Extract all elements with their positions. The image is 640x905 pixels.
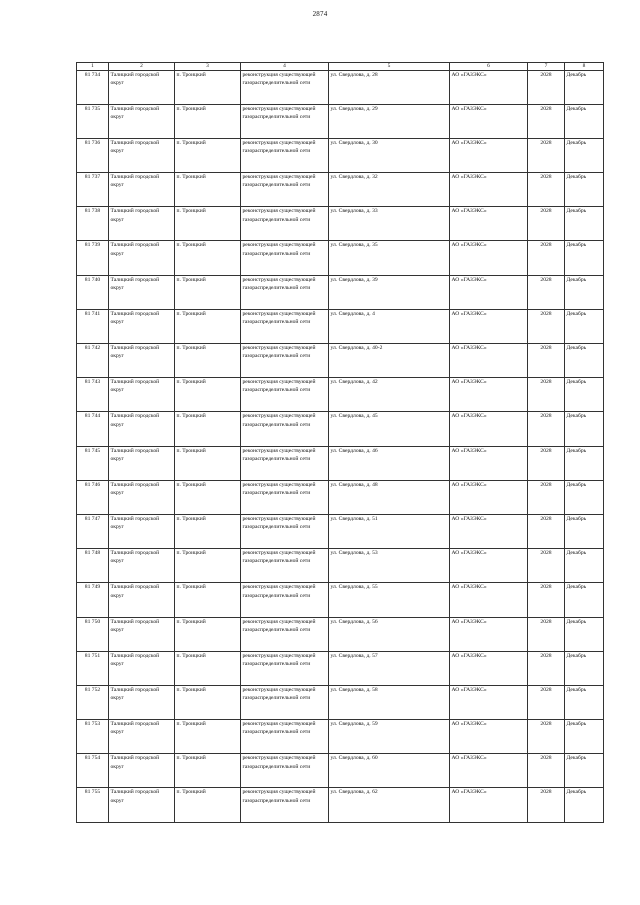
year-cell: 2028 bbox=[528, 480, 565, 514]
work-type-cell: реконструкция существующей газораспределительной сети bbox=[241, 241, 329, 275]
address-cell: ул. Свердлова, д. 32 bbox=[329, 173, 450, 207]
work-type-cell: реконструкция существующей газораспределительной сети bbox=[241, 480, 329, 514]
work-type-cell: реконструкция существующей газораспределительной сети bbox=[241, 275, 329, 309]
column-header: 2 bbox=[109, 63, 175, 71]
record-number-cell: 81 743 bbox=[77, 378, 109, 412]
settlement-cell: п. Троицкий bbox=[175, 446, 241, 480]
year-cell: 2028 bbox=[528, 446, 565, 480]
district-cell: Талицкий городской округ bbox=[109, 275, 175, 309]
record-number-cell: 81 745 bbox=[77, 446, 109, 480]
table-row bbox=[77, 685, 604, 719]
address-cell: ул. Свердлова, д. 59 bbox=[329, 720, 450, 754]
month-cell: Декабрь bbox=[565, 70, 604, 104]
table-row bbox=[77, 241, 604, 275]
settlement-cell: п. Троицкий bbox=[175, 514, 241, 548]
address-cell: ул. Свердлова, д. 55 bbox=[329, 583, 450, 617]
work-type-cell: реконструкция существующей газораспределительной сети bbox=[241, 412, 329, 446]
district-cell: Талицкий городской округ bbox=[109, 309, 175, 343]
district-cell: Талицкий городской округ bbox=[109, 549, 175, 583]
settlement-cell: п. Троицкий bbox=[175, 309, 241, 343]
month-cell: Декабрь bbox=[565, 378, 604, 412]
month-cell: Декабрь bbox=[565, 207, 604, 241]
month-cell: Декабрь bbox=[565, 754, 604, 788]
record-number-cell: 81 752 bbox=[77, 685, 109, 719]
settlement-cell: п. Троицкий bbox=[175, 685, 241, 719]
record-number-cell: 81 741 bbox=[77, 309, 109, 343]
year-cell: 2028 bbox=[528, 309, 565, 343]
address-cell: ул. Свердлова, д. 60 bbox=[329, 754, 450, 788]
district-cell: Талицкий городской округ bbox=[109, 514, 175, 548]
operator-cell: АО «ГАЗЭКС» bbox=[450, 549, 528, 583]
month-cell: Декабрь bbox=[565, 788, 604, 822]
record-number-cell: 81 734 bbox=[77, 70, 109, 104]
year-cell: 2028 bbox=[528, 549, 565, 583]
month-cell: Декабрь bbox=[565, 138, 604, 172]
work-type-cell: реконструкция существующей газораспределительной сети bbox=[241, 104, 329, 138]
settlement-cell: п. Троицкий bbox=[175, 583, 241, 617]
address-cell: ул. Свердлова, д. 58 bbox=[329, 685, 450, 719]
district-cell: Талицкий городской округ bbox=[109, 104, 175, 138]
record-number-cell: 81 753 bbox=[77, 720, 109, 754]
month-cell: Декабрь bbox=[565, 514, 604, 548]
settlement-cell: п. Троицкий bbox=[175, 480, 241, 514]
settlement-cell: п. Троицкий bbox=[175, 412, 241, 446]
table-row bbox=[77, 173, 604, 207]
settlement-cell: п. Троицкий bbox=[175, 241, 241, 275]
record-number-cell: 81 746 bbox=[77, 480, 109, 514]
month-cell: Декабрь bbox=[565, 309, 604, 343]
record-number-cell: 81 754 bbox=[77, 754, 109, 788]
year-cell: 2028 bbox=[528, 754, 565, 788]
settlement-cell: п. Троицкий bbox=[175, 104, 241, 138]
column-header: 7 bbox=[528, 63, 565, 71]
district-cell: Талицкий городской округ bbox=[109, 344, 175, 378]
table-row bbox=[77, 651, 604, 685]
work-type-cell: реконструкция существующей газораспределительной сети bbox=[241, 617, 329, 651]
table-row bbox=[77, 788, 604, 822]
district-cell: Талицкий городской округ bbox=[109, 480, 175, 514]
work-type-cell: реконструкция существующей газораспределительной сети bbox=[241, 173, 329, 207]
table-row bbox=[77, 583, 604, 617]
work-type-cell: реконструкция существующей газораспределительной сети bbox=[241, 651, 329, 685]
operator-cell: АО «ГАЗЭКС» bbox=[450, 378, 528, 412]
year-cell: 2028 bbox=[528, 173, 565, 207]
address-cell: ул. Свердлова, д. 28 bbox=[329, 70, 450, 104]
table-row bbox=[77, 70, 604, 104]
record-number-cell: 81 735 bbox=[77, 104, 109, 138]
district-cell: Талицкий городской округ bbox=[109, 173, 175, 207]
table-row bbox=[77, 514, 604, 548]
operator-cell: АО «ГАЗЭКС» bbox=[450, 720, 528, 754]
year-cell: 2028 bbox=[528, 275, 565, 309]
work-type-cell: реконструкция существующей газораспределительной сети bbox=[241, 788, 329, 822]
year-cell: 2028 bbox=[528, 104, 565, 138]
district-cell: Талицкий городской округ bbox=[109, 138, 175, 172]
work-type-cell: реконструкция существующей газораспределительной сети bbox=[241, 138, 329, 172]
page-number: 2874 bbox=[312, 10, 328, 18]
address-cell: ул. Свердлова, д. 56 bbox=[329, 617, 450, 651]
record-number-cell: 81 747 bbox=[77, 514, 109, 548]
year-cell: 2028 bbox=[528, 70, 565, 104]
address-cell: ул. Свердлова, д. 4 bbox=[329, 309, 450, 343]
address-cell: ул. Свердлова, д. 62 bbox=[329, 788, 450, 822]
settlement-cell: п. Троицкий bbox=[175, 651, 241, 685]
year-cell: 2028 bbox=[528, 412, 565, 446]
column-header: 1 bbox=[77, 63, 109, 71]
work-type-cell: реконструкция существующей газораспределительной сети bbox=[241, 549, 329, 583]
table-row bbox=[77, 138, 604, 172]
month-cell: Декабрь bbox=[565, 720, 604, 754]
year-cell: 2028 bbox=[528, 685, 565, 719]
work-type-cell: реконструкция существующей газораспределительной сети bbox=[241, 344, 329, 378]
operator-cell: АО «ГАЗЭКС» bbox=[450, 685, 528, 719]
record-number-cell: 81 738 bbox=[77, 207, 109, 241]
month-cell: Декабрь bbox=[565, 412, 604, 446]
month-cell: Декабрь bbox=[565, 549, 604, 583]
district-cell: Талицкий городской округ bbox=[109, 651, 175, 685]
settlement-cell: п. Троицкий bbox=[175, 173, 241, 207]
work-type-cell: реконструкция существующей газораспределительной сети bbox=[241, 583, 329, 617]
record-number-cell: 81 750 bbox=[77, 617, 109, 651]
record-number-cell: 81 736 bbox=[77, 138, 109, 172]
operator-cell: АО «ГАЗЭКС» bbox=[450, 104, 528, 138]
settlement-cell: п. Троицкий bbox=[175, 275, 241, 309]
work-type-cell: реконструкция существующей газораспределительной сети bbox=[241, 514, 329, 548]
work-type-cell: реконструкция существующей газораспределительной сети bbox=[241, 446, 329, 480]
record-number-cell: 81 742 bbox=[77, 344, 109, 378]
table-row bbox=[77, 309, 604, 343]
operator-cell: АО «ГАЗЭКС» bbox=[450, 70, 528, 104]
operator-cell: АО «ГАЗЭКС» bbox=[450, 788, 528, 822]
work-type-cell: реконструкция существующей газораспределительной сети bbox=[241, 720, 329, 754]
column-header: 8 bbox=[565, 63, 604, 71]
operator-cell: АО «ГАЗЭКС» bbox=[450, 207, 528, 241]
column-header: 6 bbox=[450, 63, 528, 71]
operator-cell: АО «ГАЗЭКС» bbox=[450, 344, 528, 378]
table-row bbox=[77, 549, 604, 583]
table-row bbox=[77, 104, 604, 138]
district-cell: Талицкий городской округ bbox=[109, 720, 175, 754]
district-cell: Талицкий городской округ bbox=[109, 412, 175, 446]
address-cell: ул. Свердлова, д. 42 bbox=[329, 378, 450, 412]
record-number-cell: 81 739 bbox=[77, 241, 109, 275]
settlement-cell: п. Троицкий bbox=[175, 138, 241, 172]
month-cell: Декабрь bbox=[565, 241, 604, 275]
district-cell: Талицкий городской округ bbox=[109, 583, 175, 617]
settlement-cell: п. Троицкий bbox=[175, 344, 241, 378]
address-cell: ул. Свердлова, д. 35 bbox=[329, 241, 450, 275]
work-type-cell: реконструкция существующей газораспределительной сети bbox=[241, 70, 329, 104]
district-cell: Талицкий городской округ bbox=[109, 754, 175, 788]
settlement-cell: п. Троицкий bbox=[175, 788, 241, 822]
column-number-row bbox=[77, 63, 604, 71]
year-cell: 2028 bbox=[528, 720, 565, 754]
table-row bbox=[77, 275, 604, 309]
month-cell: Декабрь bbox=[565, 173, 604, 207]
table-row bbox=[77, 446, 604, 480]
operator-cell: АО «ГАЗЭКС» bbox=[450, 275, 528, 309]
address-cell: ул. Свердлова, д. 30 bbox=[329, 138, 450, 172]
month-cell: Декабрь bbox=[565, 104, 604, 138]
table-row bbox=[77, 412, 604, 446]
settlement-cell: п. Троицкий bbox=[175, 549, 241, 583]
settlement-cell: п. Троицкий bbox=[175, 720, 241, 754]
district-cell: Талицкий городской округ bbox=[109, 70, 175, 104]
year-cell: 2028 bbox=[528, 617, 565, 651]
district-cell: Талицкий городской округ bbox=[109, 446, 175, 480]
table-row bbox=[77, 720, 604, 754]
record-number-cell: 81 755 bbox=[77, 788, 109, 822]
table-row bbox=[77, 344, 604, 378]
address-cell: ул. Свердлова, д. 57 bbox=[329, 651, 450, 685]
address-cell: ул. Свердлова, д. 48 bbox=[329, 480, 450, 514]
settlement-cell: п. Троицкий bbox=[175, 617, 241, 651]
table-row bbox=[77, 480, 604, 514]
month-cell: Декабрь bbox=[565, 651, 604, 685]
month-cell: Декабрь bbox=[565, 344, 604, 378]
settlement-cell: п. Троицкий bbox=[175, 378, 241, 412]
year-cell: 2028 bbox=[528, 514, 565, 548]
table-row bbox=[77, 754, 604, 788]
column-header: 4 bbox=[241, 63, 329, 71]
operator-cell: АО «ГАЗЭКС» bbox=[450, 583, 528, 617]
month-cell: Декабрь bbox=[565, 275, 604, 309]
record-number-cell: 81 749 bbox=[77, 583, 109, 617]
record-number-cell: 81 751 bbox=[77, 651, 109, 685]
month-cell: Декабрь bbox=[565, 617, 604, 651]
operator-cell: АО «ГАЗЭКС» bbox=[450, 651, 528, 685]
operator-cell: АО «ГАЗЭКС» bbox=[450, 309, 528, 343]
operator-cell: АО «ГАЗЭКС» bbox=[450, 754, 528, 788]
month-cell: Декабрь bbox=[565, 685, 604, 719]
district-cell: Талицкий городской округ bbox=[109, 207, 175, 241]
operator-cell: АО «ГАЗЭКС» bbox=[450, 617, 528, 651]
registry-table bbox=[76, 62, 604, 823]
registry-body bbox=[77, 70, 604, 822]
record-number-cell: 81 744 bbox=[77, 412, 109, 446]
year-cell: 2028 bbox=[528, 788, 565, 822]
operator-cell: АО «ГАЗЭКС» bbox=[450, 480, 528, 514]
address-cell: ул. Свердлова, д. 29 bbox=[329, 104, 450, 138]
settlement-cell: п. Троицкий bbox=[175, 207, 241, 241]
work-type-cell: реконструкция существующей газораспределительной сети bbox=[241, 309, 329, 343]
settlement-cell: п. Троицкий bbox=[175, 70, 241, 104]
work-type-cell: реконструкция существующей газораспределительной сети bbox=[241, 378, 329, 412]
table-row bbox=[77, 617, 604, 651]
address-cell: ул. Свердлова, д. 33 bbox=[329, 207, 450, 241]
district-cell: Талицкий городской округ bbox=[109, 378, 175, 412]
address-cell: ул. Свердлова, д. 40-2 bbox=[329, 344, 450, 378]
operator-cell: АО «ГАЗЭКС» bbox=[450, 241, 528, 275]
record-number-cell: 81 740 bbox=[77, 275, 109, 309]
address-cell: ул. Свердлова, д. 46 bbox=[329, 446, 450, 480]
operator-cell: АО «ГАЗЭКС» bbox=[450, 173, 528, 207]
month-cell: Декабрь bbox=[565, 446, 604, 480]
district-cell: Талицкий городской округ bbox=[109, 241, 175, 275]
record-number-cell: 81 748 bbox=[77, 549, 109, 583]
column-header: 5 bbox=[329, 63, 450, 71]
work-type-cell: реконструкция существующей газораспределительной сети bbox=[241, 754, 329, 788]
district-cell: Талицкий городской округ bbox=[109, 685, 175, 719]
year-cell: 2028 bbox=[528, 344, 565, 378]
year-cell: 2028 bbox=[528, 207, 565, 241]
year-cell: 2028 bbox=[528, 241, 565, 275]
year-cell: 2028 bbox=[528, 651, 565, 685]
operator-cell: АО «ГАЗЭКС» bbox=[450, 412, 528, 446]
table-row bbox=[77, 207, 604, 241]
column-header: 3 bbox=[175, 63, 241, 71]
operator-cell: АО «ГАЗЭКС» bbox=[450, 446, 528, 480]
year-cell: 2028 bbox=[528, 138, 565, 172]
address-cell: ул. Свердлова, д. 53 bbox=[329, 549, 450, 583]
operator-cell: АО «ГАЗЭКС» bbox=[450, 514, 528, 548]
year-cell: 2028 bbox=[528, 378, 565, 412]
record-number-cell: 81 737 bbox=[77, 173, 109, 207]
settlement-cell: п. Троицкий bbox=[175, 754, 241, 788]
district-cell: Талицкий городской округ bbox=[109, 617, 175, 651]
district-cell: Талицкий городской округ bbox=[109, 788, 175, 822]
year-cell: 2028 bbox=[528, 583, 565, 617]
address-cell: ул. Свердлова, д. 51 bbox=[329, 514, 450, 548]
address-cell: ул. Свердлова, д. 39 bbox=[329, 275, 450, 309]
address-cell: ул. Свердлова, д. 45 bbox=[329, 412, 450, 446]
table-row bbox=[77, 378, 604, 412]
month-cell: Декабрь bbox=[565, 583, 604, 617]
work-type-cell: реконструкция существующей газораспределительной сети bbox=[241, 207, 329, 241]
work-type-cell: реконструкция существующей газораспределительной сети bbox=[241, 685, 329, 719]
month-cell: Декабрь bbox=[565, 480, 604, 514]
operator-cell: АО «ГАЗЭКС» bbox=[450, 138, 528, 172]
